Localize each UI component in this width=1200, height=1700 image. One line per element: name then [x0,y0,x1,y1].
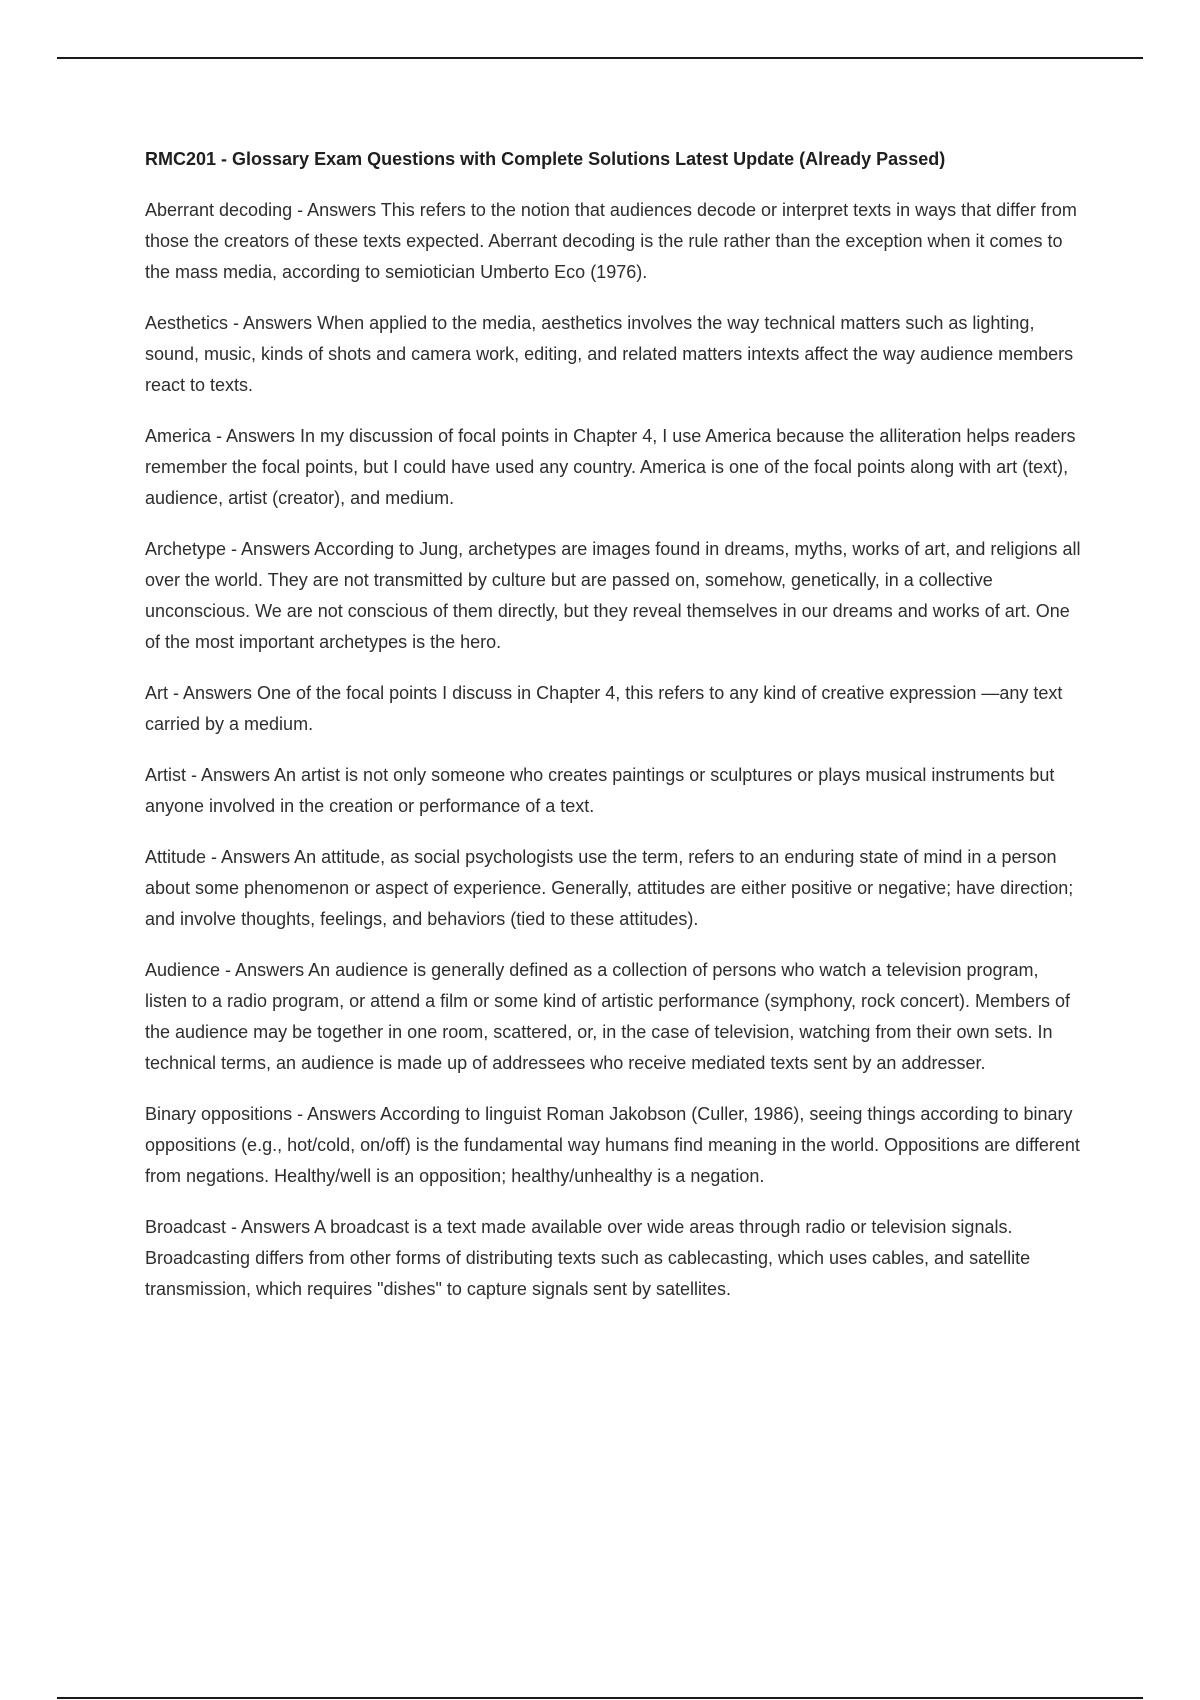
document-title: RMC201 - Glossary Exam Questions with Complete Solutions Latest Update (Already Passed) [145,149,946,169]
glossary-entry-america: America - Answers In my discussion of focal points in Chapter 4, I use America because the alliteration helps readers remember the focal points, but I could have used any country. America is one of the focal points along with art (text), audience, artist (creator), and medium. [145,426,1076,508]
glossary-entry-aberrant-decoding: Aberrant decoding - Answers This refers to the notion that audiences decode or interpret texts in ways that differ from those the creators of these texts expected. Aberrant decoding is the rule rather than the exception when it comes to the mass media, according to semiotician Umberto Eco (1976). [145,200,1077,282]
glossary-entry-archetype: Archetype - Answers According to Jung, archetypes are images found in dreams, myths, works of art, and religions all over the world. They are not transmitted by culture but are passed on, somehow, genetically, in a collective unconscious. We are not conscious of them directly, but they reveal themselves in our dreams and works of art. One of the most important archetypes is the hero. [145,539,1081,652]
footer-rule [57,1697,1143,1699]
glossary-entry-audience: Audience - Answers An audience is generally defined as a collection of persons who watch a television program, listen to a radio program, or attend a film or some kind of artistic performance (symphony, rock concert). Members of the audience may be together in one room, scattered, or, in the case of television, watching from their own sets. In technical terms, an audience is made up of addressees who receive mediated texts sent by an addresser. [145,960,1071,1073]
glossary-entry-attitude: Attitude - Answers An attitude, as social psychologists use the term, refers to an enduring state of mind in a person about some phenomenon or aspect of experience. Generally, attitudes are either positive or negative; have direction; and involve thoughts, feelings, and behaviors (tied to these attitudes). [145,847,1074,929]
glossary-entry-broadcast: Broadcast - Answers A broadcast is a text made available over wide areas through radio or television signals. Broadcasting differs from other forms of distributing texts such as cablecasting, which uses cables, and satellite transmission, which requires "dishes" to capture signals sent by satellites. [145,1217,1031,1299]
glossary-entry-artist: Artist - Answers An artist is not only someone who creates paintings or sculptures or plays musical instruments but anyone involved in the creation or performance of a text. [145,765,1055,816]
glossary-entry-binary-oppositions: Binary oppositions - Answers According to linguist Roman Jakobson (Culler, 1986), seeing things according to binary oppositions (e.g., hot/cold, on/off) is the fundamental way humans find meaning in the world. Oppositions are different from negations. Healthy/well is an opposition; healthy/unhealthy is a negation. [145,1104,1080,1186]
glossary-entry-aesthetics: Aesthetics - Answers When applied to the media, aesthetics involves the way technical matters such as lighting, sound, music, kinds of shots and camera work, editing, and related matters intexts affect the way audience members react to texts. [145,313,1074,395]
glossary-entry-art: Art - Answers One of the focal points I discuss in Chapter 4, this refers to any kind of creative expression —any text carried by a medium. [145,683,1063,734]
header-rule [57,57,1143,59]
document-body [145,145,1085,1325]
